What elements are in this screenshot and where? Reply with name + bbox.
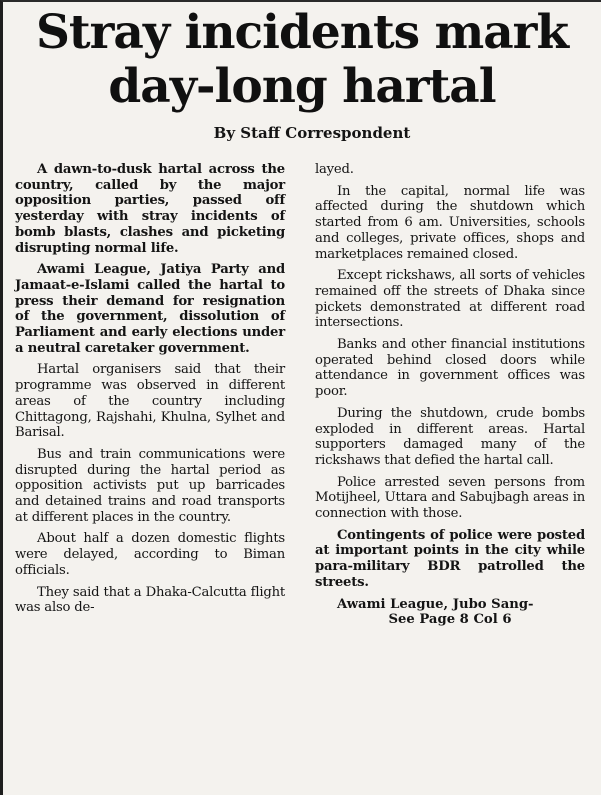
- paragraph: Police arrested seven persons from Motijheel, Uttara and Sabujbagh areas in connection with those.: [315, 474, 585, 522]
- right-column: [315, 162, 585, 628]
- article-body: [15, 162, 585, 628]
- byline: By Staff Correspondent: [213, 124, 411, 142]
- paragraph: During the shutdown, crude bombs exploded in different areas. Hartal supporters damaged many of the rickshaws that defied the hartal call.: [315, 405, 585, 468]
- paragraph: Except rickshaws, all sorts of vehicles remained off the streets of Dhaka since pickets demonstrated at different road intersections.: [315, 268, 585, 331]
- paragraph: Hartal organisers said that their programme was observed in different areas of the country including Chittagong, Rajshahi, Khulna, Sylhet and Barisal.: [15, 362, 285, 441]
- paragraph: Bus and train communications were disrupted during the hartal period as opposition activists put up barricades and detained trains and road transports at different places in the country.: [15, 446, 285, 525]
- paragraph: A dawn-to-dusk hartal across the country, called by the major opposition parties, passed off yesterday with stray incidents of bomb blasts, clashes and picketing disrupting normal life.: [15, 162, 285, 256]
- paragraph: layed.: [315, 162, 354, 177]
- headline: [3, 2, 601, 114]
- see-page-reference: See Page 8 Col 6: [388, 612, 512, 628]
- paragraph: About half a dozen domestic flights were delayed, according to Biman officials.: [15, 531, 285, 578]
- left-column: [15, 162, 285, 628]
- paragraph: Banks and other financial institutions operated behind closed doors while attendance in government offices was poor.: [315, 337, 585, 400]
- headline-line-2: day-long hartal: [108, 59, 496, 114]
- headline-line-1: Stray incidents mark: [35, 5, 569, 60]
- paragraph: They said that a Dhaka-Calcutta flight was also de-: [15, 584, 285, 616]
- paragraph: Contingents of police were posted at important points in the city while para-military BDR patrolled the streets.: [315, 527, 585, 590]
- paragraph: In the capital, normal life was affected during the shutdown which started from 6 am. Universities, schools and colleges, private offices, shops and marketplaces remained closed.: [315, 183, 585, 262]
- continued-line: Awami League, Jubo Sang-: [337, 596, 534, 612]
- paragraph: Awami League, Jatiya Party and Jamaat-e-Islami called the hartal to press their demand for resignation of the government, dissolution of Parliament and early elections under a neutral caretaker government.: [15, 262, 285, 356]
